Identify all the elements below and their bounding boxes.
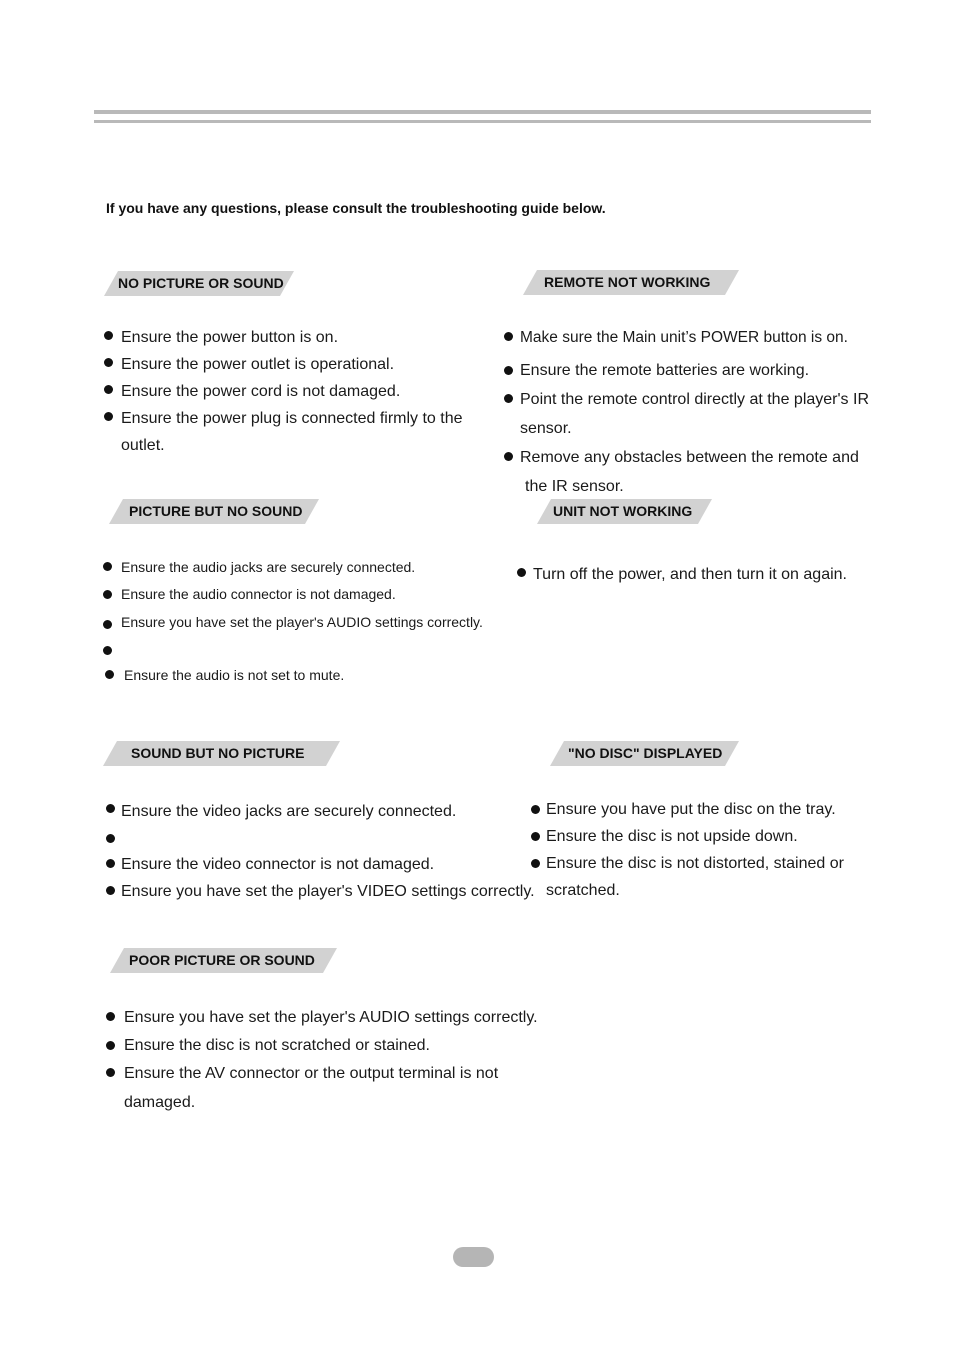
header-rule-top [94, 110, 871, 114]
list-item: Ensure the disc is not distorted, stained or [546, 855, 844, 872]
list-item: damaged. [124, 1094, 196, 1111]
list-item: Ensure the audio jacks are securely connected. [121, 559, 416, 575]
section-no-disc-displayed [530, 741, 844, 899]
list-item: Turn off the power, and then turn it on again. [533, 566, 847, 583]
bullet-icon [504, 332, 513, 341]
section-heading [105, 948, 315, 973]
list-item: Ensure the power outlet is operational. [121, 356, 395, 373]
bullet-icon [504, 366, 513, 375]
section-picture-but-no-sound [103, 499, 483, 683]
list-item: outlet. [121, 437, 165, 454]
section-heading [103, 741, 304, 766]
section-heading [103, 499, 302, 524]
list-item: Ensure you have set the player's VIDEO settings correctly. [121, 883, 535, 900]
page-number-tab [453, 1247, 494, 1267]
section-poor-picture-or-sound [105, 948, 538, 1111]
list-item: Point the remote control directly at the player's IR [520, 391, 869, 408]
list-item: Ensure the audio connector is not damaged. [121, 586, 396, 602]
bullet-icon [106, 834, 115, 843]
bullet-icon [103, 646, 112, 655]
bullet-icon [106, 1041, 115, 1050]
section-no-picture-or-sound [104, 271, 463, 454]
heading-label: "NO DISC" DISPLAYED [568, 745, 723, 761]
bullet-icon [105, 670, 114, 679]
list-item: the IR sensor. [525, 478, 624, 495]
bullet-icon [103, 620, 112, 629]
section-heading [104, 271, 284, 296]
bullet-icon [106, 859, 115, 868]
heading-label: POOR PICTURE OR SOUND [129, 952, 315, 968]
bullet-icon [104, 385, 113, 394]
bullet-icon [104, 412, 113, 421]
bullet-icon [531, 805, 540, 814]
bullet-icon [103, 590, 112, 599]
bullet-icon [531, 859, 540, 868]
list-item: Make sure the Main unit’s POWER button is on. [520, 329, 848, 346]
list-item: Ensure the AV connector or the output terminal is not [124, 1065, 499, 1082]
heading-label: REMOTE NOT WORKING [544, 274, 711, 290]
bullet-icon [106, 1012, 115, 1021]
list-item: Ensure the video jacks are securely connected. [121, 803, 457, 820]
bullet-icon [104, 331, 113, 340]
section-sound-but-no-picture [103, 741, 535, 900]
bullet-icon [504, 452, 513, 461]
heading-label: UNIT NOT WORKING [553, 503, 693, 519]
bullet-icon [103, 562, 112, 571]
list-item: Ensure the power button is on. [121, 329, 339, 346]
list-item: scratched. [546, 882, 620, 899]
bullet-icon [531, 832, 540, 841]
bullet-icon [517, 568, 526, 577]
list-item: Remove any obstacles between the remote and [520, 449, 859, 466]
list-item: Ensure the disc is not scratched or stained. [124, 1037, 430, 1054]
list-item: Ensure you have put the disc on the tray. [546, 801, 836, 818]
heading-label: PICTURE BUT NO SOUND [129, 503, 303, 519]
list-item: Ensure you have set the player's AUDIO settings correctly. [121, 614, 483, 630]
heading-label: NO PICTURE OR SOUND [118, 275, 284, 291]
list-item: Ensure the disc is not upside down. [546, 828, 798, 845]
bullet-icon [106, 886, 115, 895]
list-item: Ensure the remote batteries are working. [520, 362, 810, 379]
section-remote-not-working [503, 270, 869, 495]
bullet-icon [106, 804, 115, 813]
section-heading [517, 499, 692, 524]
intro-text: If you have any questions, please consult the troubleshooting guide below. [106, 200, 606, 216]
heading-label: SOUND BUT NO PICTURE [131, 745, 305, 761]
section-heading [530, 741, 722, 766]
bullet-icon [104, 358, 113, 367]
bullet-icon [504, 394, 513, 403]
list-item: Ensure the video connector is not damaged. [121, 856, 435, 873]
section-heading [503, 270, 710, 295]
list-item: Ensure the power plug is connected firmly to the [121, 410, 463, 427]
list-item: Ensure the power cord is not damaged. [121, 383, 401, 400]
bullet-icon [106, 1068, 115, 1077]
header-rule-bottom [94, 120, 871, 123]
list-item: Ensure you have set the player's AUDIO settings correctly. [124, 1009, 538, 1026]
list-item: Ensure the audio is not set to mute. [124, 667, 345, 683]
section-unit-not-working [517, 499, 847, 583]
list-item: sensor. [520, 420, 572, 437]
